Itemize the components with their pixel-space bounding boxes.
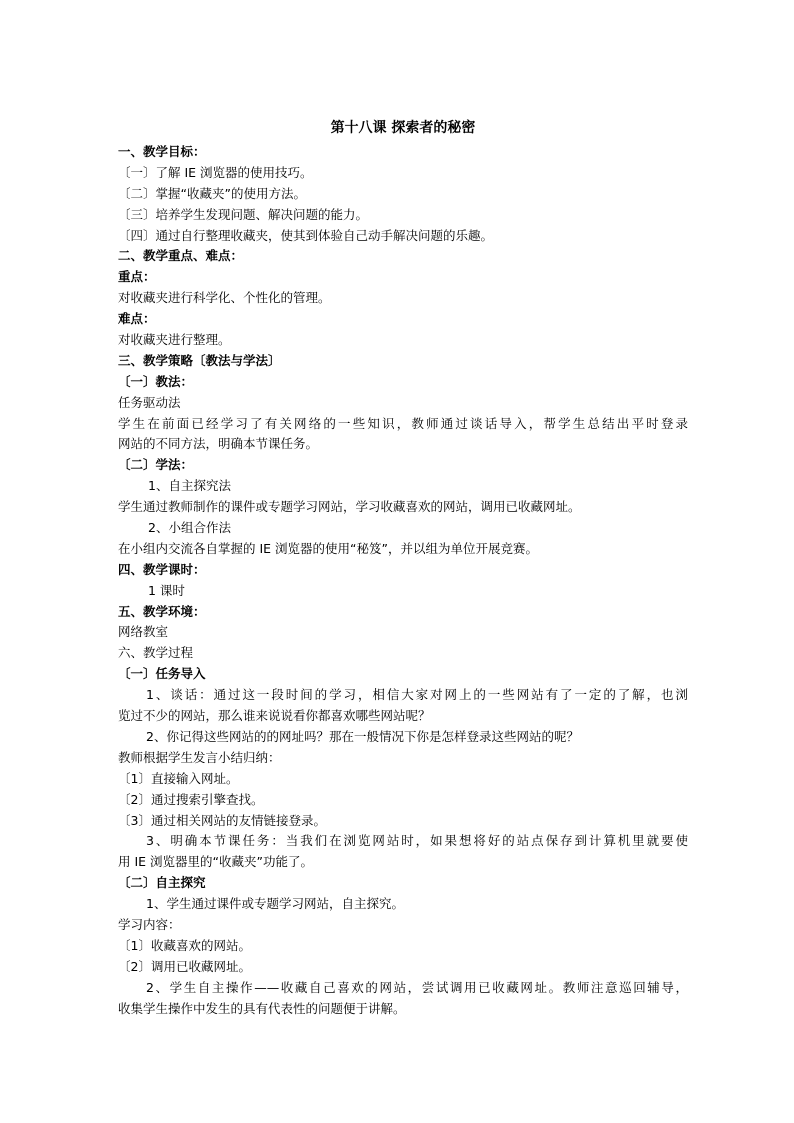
paragraph: 学生在前面已经学习了有关网络的一些知识，教师通过谈话导入，帮学生总结出平时登录 [118, 415, 688, 431]
section-heading-class-hours: 四、教学课时： [118, 561, 206, 577]
subheading-self-exploration: 〔二〕自主探究 [118, 875, 206, 891]
paragraph: 任务驱动法 [118, 394, 181, 410]
subheading-teaching-method: 〔一〕教法： [118, 373, 194, 389]
subheading-key-point: 重点： [118, 269, 156, 285]
subheading-task-intro: 〔一〕任务导入 [118, 666, 206, 682]
section-heading-process: 六、教学过程 [118, 645, 194, 661]
paragraph: 学习内容： [118, 916, 181, 932]
paragraph: 在小组内交流各自掌握的 IE 浏览器的使用“秘笈”，并以组为单位开展竞赛。 [118, 540, 538, 556]
paragraph: 3、明确本节课任务：当我们在浏览网站时，如果想将好的站点保存到计算机里就要使 [146, 833, 688, 849]
method-item: 1、自主探究法 [148, 478, 231, 494]
paragraph: 览过不少的网站，那么谁来说说看你都喜欢哪些网站呢？ [118, 708, 431, 724]
subheading-learning-method: 〔二〕学法： [118, 457, 194, 473]
subheading-difficulty: 难点： [118, 311, 156, 327]
paragraph: 网络教室 [118, 624, 169, 640]
paragraph: 2、你记得这些网站的的网址吗？那在一般情况下你是怎样登录这些网站的呢？ [146, 728, 579, 744]
paragraph: 教师根据学生发言小结归纳： [118, 749, 281, 765]
list-item: 〔2〕调用已收藏网址。 [118, 958, 251, 974]
method-item: 2、小组合作法 [148, 520, 231, 536]
paragraph: 1、谈话：通过这一段时间的学习，相信大家对网上的一些网站有了一定的了解，也浏 [146, 687, 688, 703]
paragraph: 2、学生自主操作——收藏自己喜欢的网站，尝试调用已收藏网址。教师注意巡回辅导， [146, 979, 688, 995]
list-item: 〔2〕通过搜索引擎查找。 [118, 791, 264, 807]
paragraph: 用 IE 浏览器里的“收藏夹”功能了。 [118, 854, 313, 870]
section-heading-key-points: 二、教学重点、难点： [118, 248, 244, 264]
objective-item: 〔四〕通过自行整理收藏夹，使其到体验自己动手解决问题的乐趣。 [118, 227, 494, 243]
objective-item: 〔二〕掌握“收藏夹”的使用方法。 [118, 185, 306, 201]
paragraph: 1、学生通过课件或专题学习网站，自主探究。 [146, 896, 404, 912]
paragraph: 网站的不同方法，明确本节课任务。 [118, 436, 319, 452]
section-heading-strategy: 三、教学策略〔教法与学法〕 [118, 352, 281, 368]
paragraph: 收集学生操作中发生的具有代表性的问题便于讲解。 [118, 1000, 406, 1016]
page-title: 第十八课 探索者的秘密 [330, 120, 476, 136]
paragraph: 学生通过教师制作的课件或专题学习网站，学习收藏喜欢的网站，调用已收藏网址。 [118, 499, 581, 515]
objective-item: 〔一〕了解 IE 浏览器的使用技巧。 [118, 164, 313, 180]
paragraph: 对收藏夹进行科学化、个性化的管理。 [118, 290, 331, 306]
list-item: 〔1〕收藏喜欢的网站。 [118, 937, 251, 953]
paragraph: 对收藏夹进行整理。 [118, 332, 231, 348]
section-heading-environment: 五、教学环境： [118, 603, 206, 619]
list-item: 〔1〕直接输入网址。 [118, 770, 239, 786]
objective-item: 〔三〕培养学生发现问题、解决问题的能力。 [118, 206, 369, 222]
document-page [118, 114, 688, 1019]
section-heading-objectives: 一、教学目标： [118, 144, 206, 159]
list-item: 〔3〕通过相关网站的友情链接登录。 [118, 812, 326, 828]
paragraph: 1 课时 [148, 582, 185, 598]
